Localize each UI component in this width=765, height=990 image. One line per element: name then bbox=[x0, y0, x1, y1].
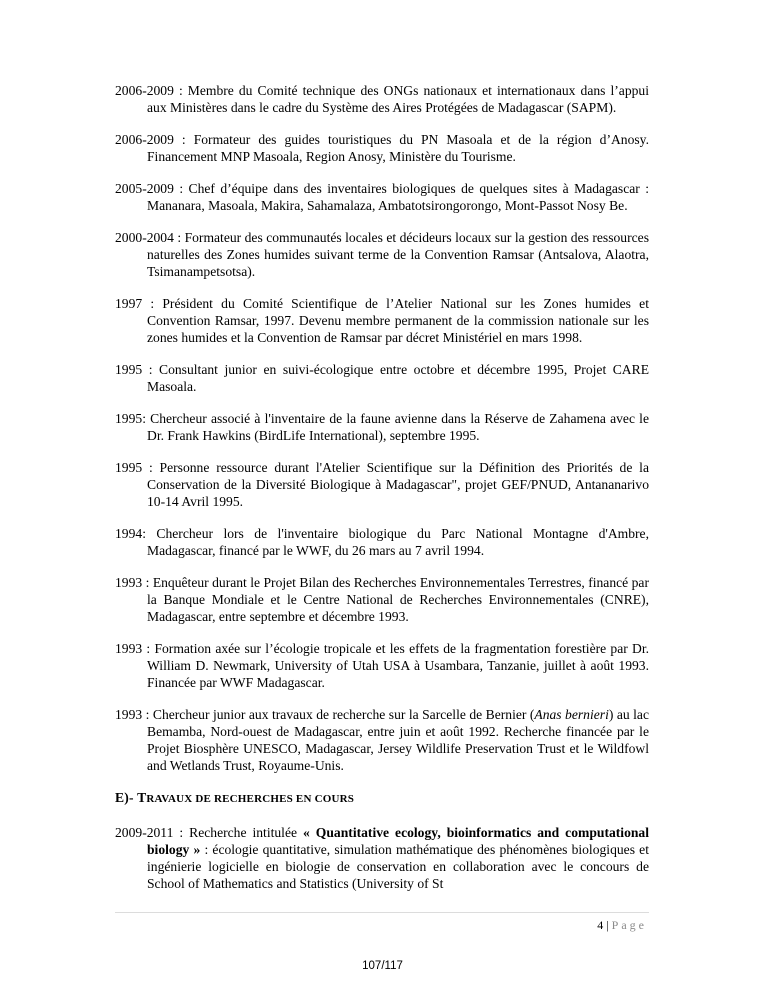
cv-entry: 1997 : Président du Comité Scientifique de l’Atelier National sur les Zones humides et Convention Ramsar, 1997. Devenu membre permanent de la commission nationale sur les zones humides et la Convention de Ramsar par décret Ministériel en mars 1998. bbox=[115, 296, 649, 345]
cv-entry: 2005-2009 : Chef d’équipe dans des inventaires biologiques de quelques sites à Madagascar : Mananara, Masoala, Makira, Sahamalaza, Ambatotsirongorongo, Mont-Passot Nosy Be. bbox=[115, 181, 649, 213]
species-name: Anas bernieri bbox=[534, 707, 609, 722]
document-body bbox=[115, 82, 649, 907]
cv-entry: 1995 : Consultant junior en suivi-écologique entre octobre et décembre 1995, Projet CARE Masoala. bbox=[115, 362, 649, 394]
footer-divider bbox=[115, 912, 649, 913]
cv-entry: 1994: Chercheur lors de l'inventaire biologique du Parc National Montagne d'Ambre, Madagascar, financé par le WWF, du 26 mars au 7 avril 1994. bbox=[115, 526, 649, 558]
research-title: « Quantitative ecology, bioinformatics and computational biology » bbox=[147, 825, 649, 857]
entry-text: ) au lac Bemamba, Nord-ouest de Madagascar, entre juin et août 1992. Recherche financée par le Projet Biosphère UNESCO, Madagascar, Jersey Wildlife Preservation Trust et le Wildfowl and Wetlands Trust, Royaume-Unis. bbox=[147, 707, 649, 773]
footer-separator: | bbox=[606, 918, 609, 932]
cv-entry: 2006-2009 : Formateur des guides touristiques du PN Masoala et de la région d’Anosy. Financement MNP Masoala, Region Anosy, Ministère du Tourisme. bbox=[115, 132, 649, 164]
pdf-page-counter: 107/117 bbox=[362, 960, 403, 972]
cv-entry: 1993 : Enquêteur durant le Projet Bilan des Recherches Environnementales Terrestres, financé par la Banque Mondiale et le Centre National de Recherches Environnementales (CNRE), Madagascar, entre septembre et décembre 1993. bbox=[115, 575, 649, 624]
cv-entry-sarcelle bbox=[115, 706, 649, 774]
page-footer bbox=[597, 918, 647, 932]
section-heading bbox=[115, 789, 649, 808]
cv-entry: 1995 : Personne ressource durant l'Atelier Scientifique sur la Définition des Priorités de la Conservation de la Diversité Biologique à Madagascar", projet GEF/PNUD, Antananarivo 10-14 Avril 1995. bbox=[115, 460, 649, 509]
entry-text: 2009-2011 : Recherche intitulée bbox=[115, 825, 304, 840]
cv-entry: 2000-2004 : Formateur des communautés locales et décideurs locaux sur la gestion des ressources naturelles des Zones humides suivant terme de la Convention Ramsar (Antsalova, Alaotra, Tsimanampetsotsa). bbox=[115, 230, 649, 279]
section-title-part: RAVAUX DE bbox=[146, 793, 214, 805]
cv-entry: 1993 : Formation axée sur l’écologie tropicale et les effets de la fragmentation forestière par Dr. William D. Newmark, University of Utah USA à Usambara, Tanzanie, juillet à août 1993. Financée par WWF Madagascar. bbox=[115, 641, 649, 690]
section-prefix: E)- bbox=[115, 790, 138, 805]
section-initial: T bbox=[137, 790, 147, 805]
cv-entry: 2006-2009 : Membre du Comité technique des ONGs nationaux et internationaux dans l’appui aux Ministères dans le cadre du Système des Aires Protégées de Madagascar (SAPM). bbox=[115, 83, 649, 115]
entry-text: 1993 : Chercheur junior aux travaux de recherche sur la Sarcelle de Bernier ( bbox=[115, 707, 535, 722]
section-title-part: RECHERCHES EN COURS bbox=[213, 793, 355, 805]
page-word: Page bbox=[611, 918, 647, 932]
research-entry bbox=[115, 824, 649, 892]
page-number: 4 bbox=[597, 918, 604, 932]
cv-entry: 1995: Chercheur associé à l'inventaire de la faune avienne dans la Réserve de Zahamena avec le Dr. Frank Hawkins (BirdLife International), septembre 1995. bbox=[115, 411, 649, 443]
entry-text: : écologie quantitative, simulation mathématique des phénomènes biologiques et ingénierie logicielle en biologie de conservation en collaboration avec le concours de School of Mathematics and Statistics (University of St bbox=[147, 842, 649, 891]
